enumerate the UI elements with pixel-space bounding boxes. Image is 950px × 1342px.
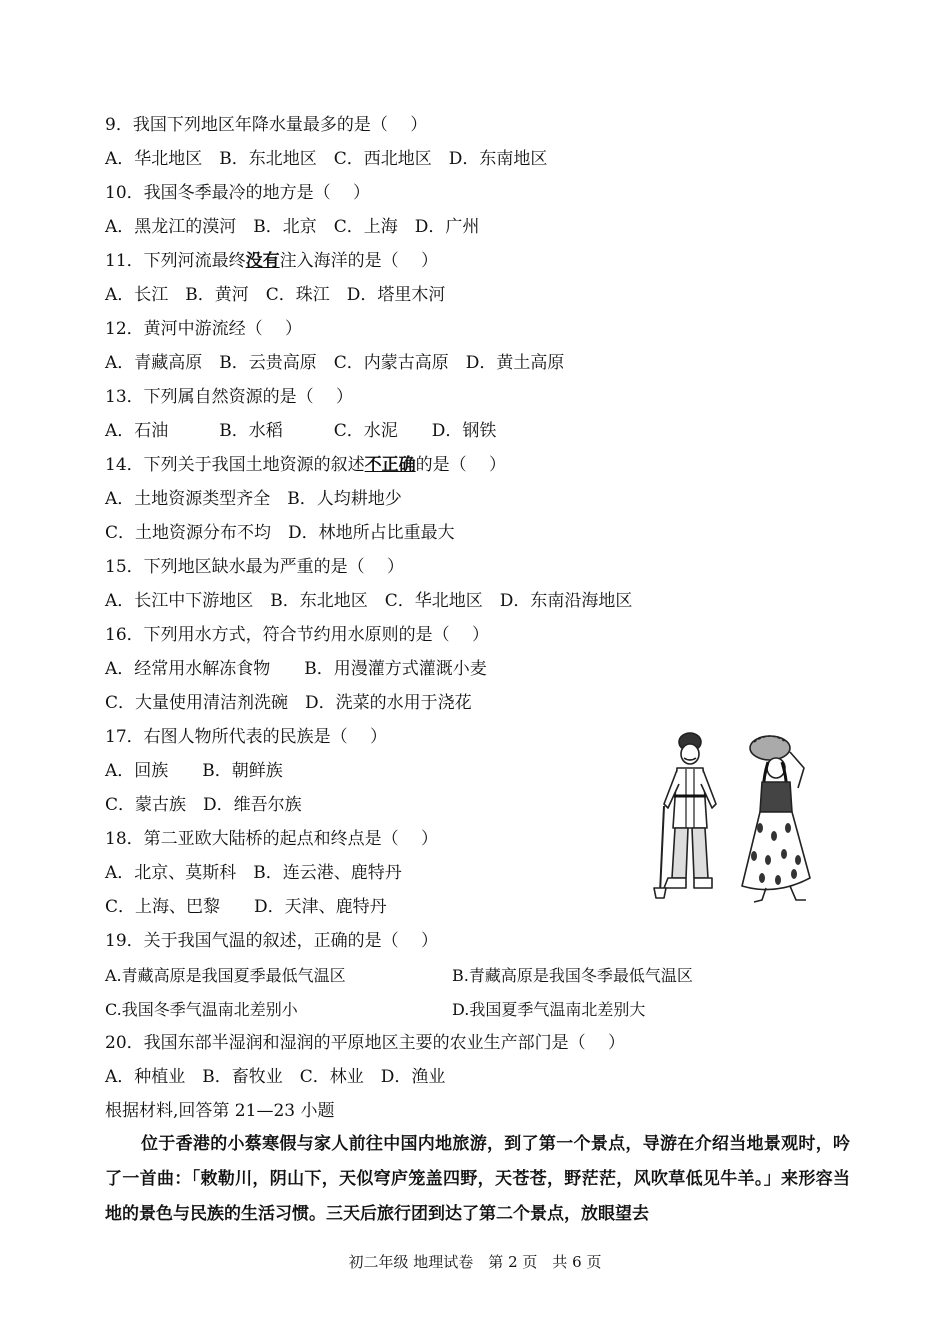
q16-options-2: C．大量使用清洁剂洗碗 D．洗菜的水用于浇花 — [105, 693, 472, 713]
q12-options: A．青藏高原 B．云贵高原 C．内蒙古高原 D．黄土高原 — [105, 353, 565, 373]
q14-stem-pre: 14．下列关于我国土地资源的叙述 — [105, 455, 365, 475]
q11-options: A．长江 B．黄河 C．珠江 D．塔里木河 — [105, 285, 446, 305]
q11-stem-pre: 11．下列河流最终 — [105, 251, 246, 271]
q11-stem — [105, 250, 438, 272]
q10-stem: 10．我国冬季最冷的地方是（ ） — [105, 183, 371, 203]
q17-stem: 17．右图人物所代表的民族是（ ） — [105, 727, 388, 747]
material-intro: 根据材料,回答第 21—23 小题 — [105, 1101, 335, 1121]
q19-option-a: A.青藏高原是我国夏季最低气温区 — [105, 966, 346, 985]
q13-options: A．石油 B．水稻 C．水泥 D．钢铁 — [105, 421, 497, 441]
q15-options: A．长江中下游地区 B．东北地区 C．华北地区 D．东南沿海地区 — [105, 591, 633, 611]
q19-option-c: C.我国冬季气温南北差别小 — [105, 1000, 298, 1019]
material-passage: 位于香港的小蔡寒假与家人前往中国内地旅游，到了第一个景点，导游在介绍当地景观时，吟了一首曲：「敕勒川，阴山下，天似穹庐笼盖四野，天苍苍，野茫茫，风吹草低见牛羊。」来形容当地的景色与民族的生活习惯。三天后旅行团到达了第二个景点，放眼望去 — [105, 1134, 850, 1224]
page-footer: 初二年级 地理试卷 第 2 页 共 6 页 — [348, 1253, 602, 1271]
q18-options-1: A．北京、莫斯科 B．连云港、鹿特丹 — [105, 863, 402, 883]
q11-emphasis: 没有 — [245, 251, 280, 271]
q19-stem: 19．关于我国气温的叙述，正确的是（ ） — [105, 931, 439, 951]
q16-stem: 16．下列用水方式，符合节约用水原则的是（ ） — [105, 625, 490, 645]
man-figure — [654, 733, 716, 898]
q14-options-2: C．土地资源分布不均 D．林地所占比重最大 — [105, 523, 455, 543]
q9-options: A．华北地区 B．东北地区 C．西北地区 D．东南地区 — [105, 149, 548, 169]
q17-options-2: C．蒙古族 D．维吾尔族 — [105, 795, 302, 815]
q14-stem-post: 的是（ ） — [415, 455, 507, 475]
q15-stem: 15．下列地区缺水最为严重的是（ ） — [105, 557, 405, 577]
q14-emphasis: 不正确 — [364, 455, 416, 475]
q20-options: A．种植业 B．畜牧业 C．林业 D．渔业 — [105, 1067, 446, 1087]
q11-stem-post: 注入海洋的是（ ） — [279, 251, 439, 271]
q12-stem: 12．黄河中游流经（ ） — [105, 319, 303, 339]
q13-stem: 13．下列属自然资源的是（ ） — [105, 387, 354, 407]
q19-option-d: D.我国夏季气温南北差别大 — [452, 1000, 646, 1019]
q18-options-2: C．上海、巴黎 D．天津、鹿特丹 — [105, 897, 387, 917]
q9-stem: 9．我国下列地区年降水量最多的是（ ） — [105, 115, 428, 135]
q14-stem — [105, 454, 506, 476]
q20-stem: 20．我国东部半湿润和湿润的平原地区主要的农业生产部门是（ ） — [105, 1033, 626, 1053]
q18-stem: 18．第二亚欧大陆桥的起点和终点是（ ） — [105, 829, 439, 849]
q17-options-1: A．回族 B．朝鲜族 — [105, 761, 283, 781]
q10-options: A．黑龙江的漠河 B．北京 C．上海 D．广州 — [105, 217, 480, 237]
q19-option-b: B.青藏高原是我国冬季最低气温区 — [452, 966, 693, 985]
woman-figure — [742, 736, 810, 902]
q14-options-1: A．土地资源类型齐全 B．人均耕地少 — [105, 489, 402, 509]
uyghur-couple-illustration — [650, 728, 830, 906]
q16-options-1: A．经常用水解冻食物 B．用漫灌方式灌溉小麦 — [105, 659, 487, 679]
